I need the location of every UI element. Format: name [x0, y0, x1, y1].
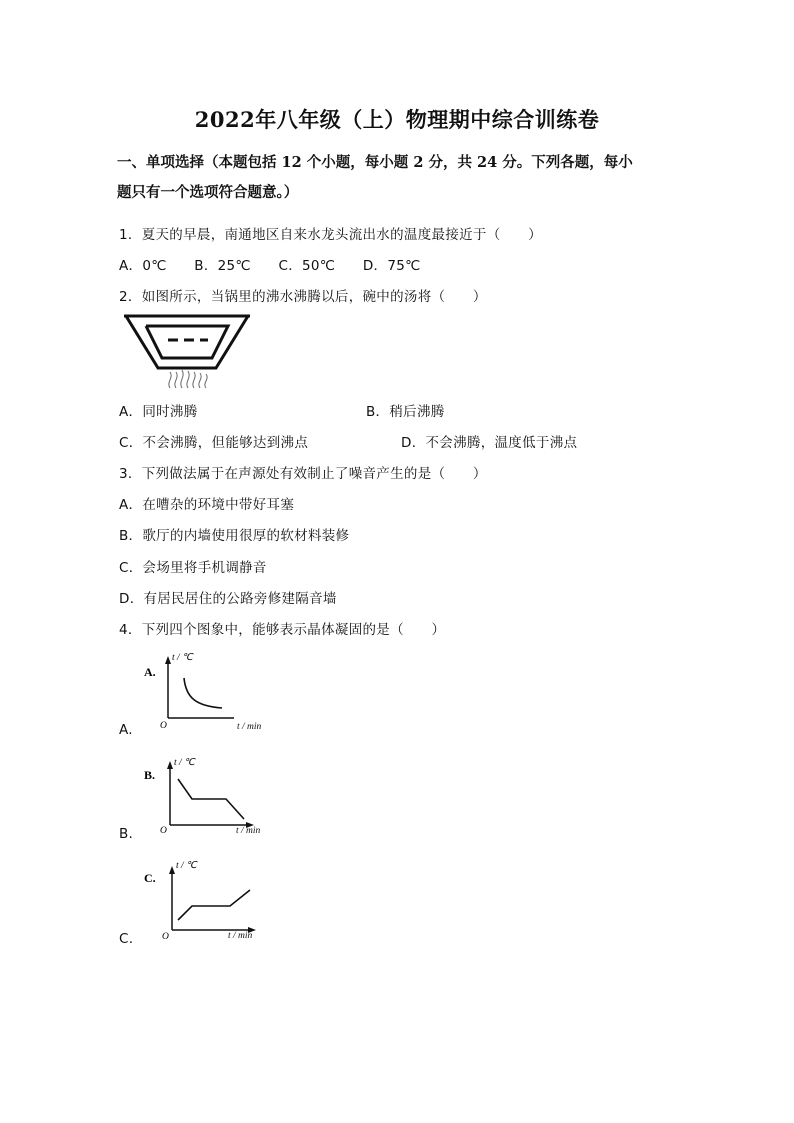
- question-2-option-d: D．不会沸腾，温度低于沸点: [401, 435, 578, 451]
- pot-bowl-figure: [122, 312, 252, 390]
- question-1-options: A．0℃ B．25℃ C．50℃ D．75℃: [119, 258, 421, 274]
- question-1-stem: 1．夏天的早晨，南通地区自来水龙头流出水的温度最接近于（ ）: [119, 227, 542, 243]
- page-title: 2022年八年级（上）物理期中综合训练卷: [194, 107, 600, 132]
- graph-a-letter: A.: [144, 665, 156, 679]
- graph-b-curve: [178, 779, 244, 819]
- graph-a-x-label: t / min: [237, 722, 262, 732]
- graph-a-curve: [184, 678, 222, 708]
- question-2-option-c: C．不会沸腾，但能够达到沸点: [119, 435, 309, 451]
- question-4-option-a: A.: [119, 722, 133, 738]
- graph-a-y-label: t / ℃: [172, 653, 193, 663]
- question-3-option-a: A．在嘈杂的环境中带好耳塞: [119, 497, 295, 513]
- graph-c: [142, 858, 272, 942]
- question-2-stem: 2．如图所示，当锅里的沸水沸腾以后，碗中的汤将（ ）: [119, 289, 487, 305]
- graph-b-y-label: t / ℃: [174, 758, 195, 768]
- graph-c-origin: O: [162, 932, 169, 942]
- question-2-option-a: A．同时沸腾: [119, 404, 198, 420]
- graph-c-letter: C.: [144, 871, 156, 885]
- graph-c-y-label: t / ℃: [176, 861, 197, 871]
- graph-b-origin: O: [160, 826, 167, 836]
- question-3-stem: 3．下列做法属于在声源处有效制止了噪音产生的是（ ）: [119, 466, 487, 482]
- graph-a-origin: O: [160, 721, 167, 731]
- question-3-option-c: C．会场里将手机调静音: [119, 560, 267, 576]
- graph-b-letter: B.: [144, 768, 156, 782]
- section-heading-line1: 一、单项选择（本题包括 12 个小题，每小题 2 分，共 24 分。下列各题，每小: [117, 154, 633, 171]
- question-3-option-d: D．有居民居住的公路旁修建隔音墙: [119, 591, 337, 607]
- question-3-option-b: B．歌厅的内墙使用很厚的软材料装修: [119, 528, 350, 544]
- question-4-option-c: C.: [119, 931, 134, 947]
- graph-c-x-label: t / min: [228, 931, 253, 941]
- graph-c-curve: [178, 890, 250, 920]
- question-4-option-b: B.: [119, 826, 134, 842]
- graph-b: [142, 755, 272, 837]
- graph-b-x-label: t / min: [236, 826, 261, 836]
- question-4-stem: 4．下列四个图象中，能够表示晶体凝固的是（ ）: [119, 622, 446, 638]
- section-heading-line2: 题只有一个选项符合题意。）: [117, 184, 299, 201]
- question-2-option-b: B．稍后沸腾: [366, 404, 445, 420]
